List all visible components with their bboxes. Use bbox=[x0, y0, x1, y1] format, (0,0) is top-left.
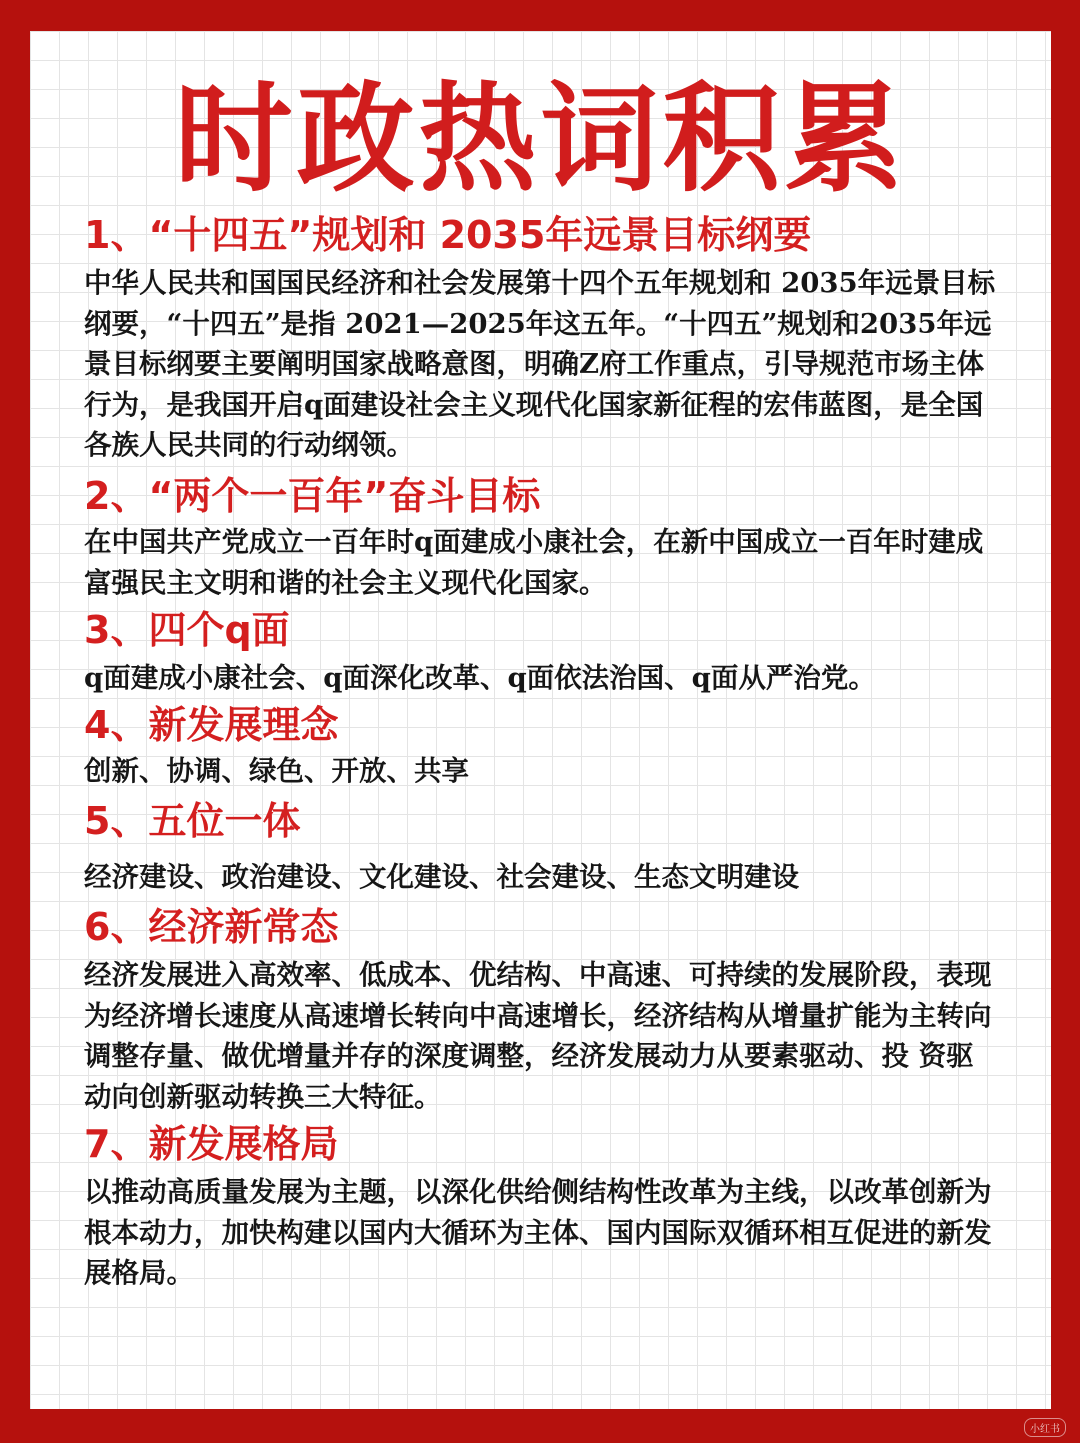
section-2-heading: 2、“两个一百年”奋斗目标 bbox=[84, 474, 541, 518]
section-5-text: 经济建设、政治建设、文化建设、社会建设、生态文明建设 bbox=[84, 861, 799, 893]
section-3-text: q面建成小康社会、q面深化改革、q面依法治国、q面从严治党。 bbox=[84, 662, 876, 694]
section-2-text: 在中国共产党成立一百年时q面建成小康社会，在新中国成立一百年时建成富强民主文明和谐的社会主义现代化国家。 bbox=[84, 526, 984, 599]
section-6-heading: 6、经济新常态 bbox=[84, 905, 339, 949]
section-1-text: 中华人民共和国国民经济和社会发展第十四个五年规划和 2035年远景目标纲要，“十四五”是指 2021—2025年这五年。“十四五”规划和2035年远景目标纲要主要阐明国家战略意图，明确Z府工作重点，引导规范市场主体行为，是我国开启q面建设社会主义现代化国家新征程的宏伟蓝图，是全国各族人民共同的行动纲领。 bbox=[84, 267, 996, 461]
section-3-heading: 3、四个q面 bbox=[84, 608, 290, 652]
watermark-logo: 小红书 bbox=[1024, 1418, 1066, 1437]
section-7-heading: 7、新发展格局 bbox=[84, 1122, 339, 1166]
section-1-heading: 1、“十四五”规划和 2035年远景目标纲要 bbox=[84, 213, 812, 257]
grid-paper bbox=[30, 31, 1051, 1409]
page-title: 时政热词积累 bbox=[174, 70, 907, 208]
section-7-text: 以推动高质量发展为主题，以深化供给侧结构性改革为主线，以改革创新为根本动力，加快构建以国内大循环为主体、国内国际双循环相互促进的新发展格局。 bbox=[84, 1176, 992, 1289]
section-6-text: 经济发展进入高效率、低成本、优结构、中高速、可持续的发展阶段，表现为经济增长速度从高速增长转向中高速增长，经济结构从增量扩能为主转向调整存量、做优增量并存的深度调整，经济发展动力从要素驱动、投 资驱动向创新驱动转换三大特征。 bbox=[84, 959, 992, 1113]
section-4-heading: 4、新发展理念 bbox=[84, 703, 339, 747]
section-5-heading: 5、五位一体 bbox=[84, 799, 301, 843]
section-4-text: 创新、协调、绿色、开放、共享 bbox=[84, 755, 469, 787]
